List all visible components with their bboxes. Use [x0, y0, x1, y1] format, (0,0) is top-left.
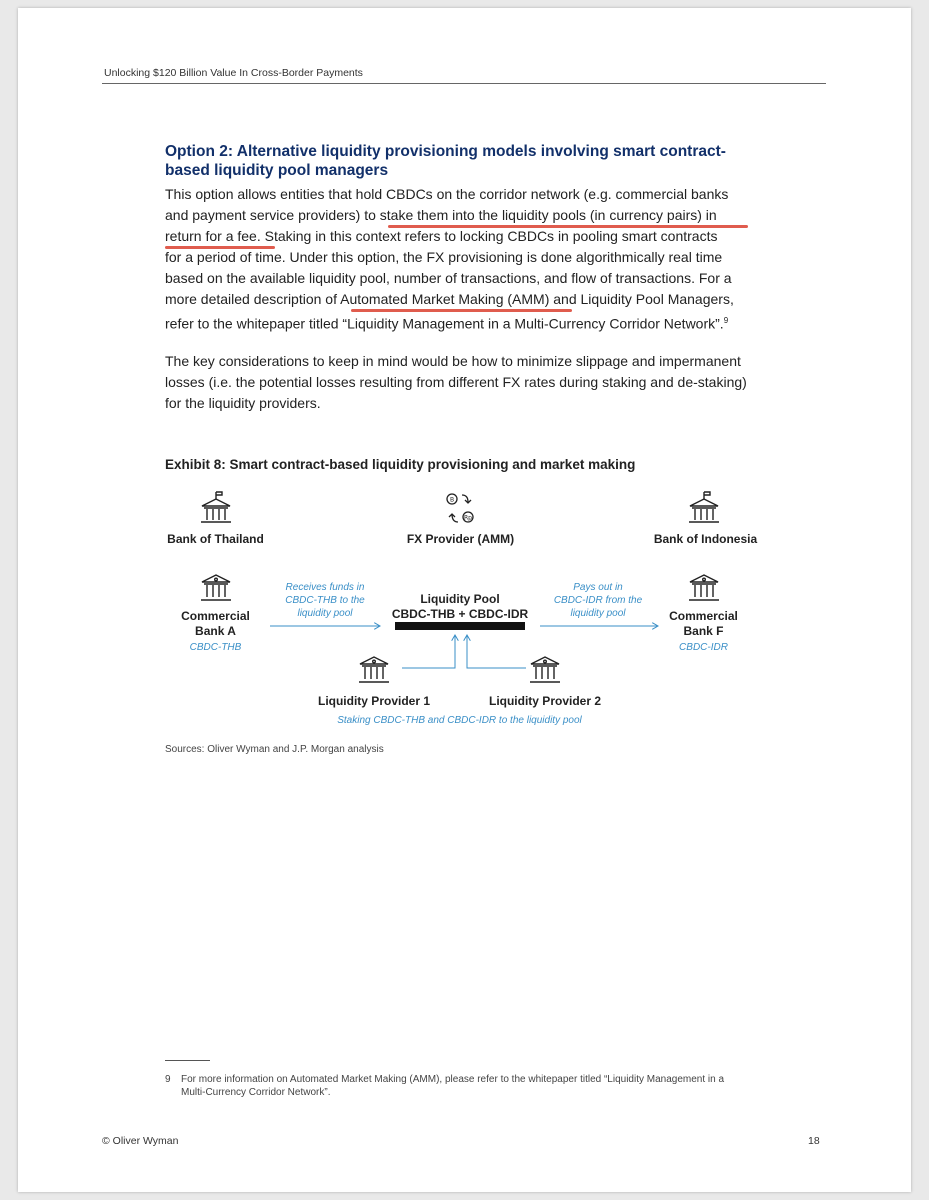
paragraph-line: more detailed description of Automated Market Making (AMM) and Liquidity Pool Managers,	[165, 291, 734, 307]
exhibit-title: Exhibit 8: Smart contract-based liquidity provisioning and market making	[165, 457, 636, 472]
svg-text:Rp: Rp	[464, 514, 472, 522]
commercial-bank-a-currency: CBDC-THB	[189, 642, 242, 653]
commercial-bank-a-line-1: Commercial	[181, 609, 250, 623]
liquidity-pool-line-1: Liquidity Pool	[420, 592, 500, 606]
note-line: Pays out in	[573, 582, 623, 593]
commercial-bank-a-label	[163, 609, 268, 639]
page-number: 18	[808, 1135, 820, 1147]
commercial-bank-f-label	[651, 609, 756, 639]
paragraph-line: This option allows entities that hold CBDCs on the corridor network (e.g. commercial banks	[165, 186, 729, 202]
commercial-bank-f-currency: CBDC-IDR	[679, 642, 728, 653]
bank-icon	[357, 654, 391, 686]
note-line: liquidity pool	[570, 608, 626, 619]
receives-funds-note	[270, 581, 380, 620]
fx-exchange-icon	[442, 491, 478, 527]
svg-text:B: B	[449, 496, 455, 504]
liquidity-pool-label	[380, 592, 540, 622]
paragraph-line: The key considerations to keep in mind would be how to minimize slippage and impermanent	[165, 353, 741, 369]
paragraph-line: return for a fee. Staking in this context refers to locking CBDCs in pooling smart contracts	[165, 228, 718, 244]
section-heading-line-1: Option 2: Alternative liquidity provisioning models involving smart contract-	[165, 143, 726, 160]
commercial-bank-a-line-2: Bank A	[195, 624, 236, 638]
arrow-lp2-to-pool	[467, 635, 526, 668]
document-page	[18, 8, 911, 1192]
liquidity-provider-1-label: Liquidity Provider 1	[317, 694, 431, 708]
pays-out-note	[543, 581, 653, 620]
paragraph-line: losses (i.e. the potential losses resulting from different FX rates during staking and de-staking)	[165, 374, 747, 390]
arrow-lp1-to-pool	[402, 635, 455, 668]
note-line: CBDC-IDR from the	[553, 595, 643, 606]
footnote-number: 9	[165, 1074, 171, 1085]
commercial-bank-f-line-2: Bank F	[683, 624, 724, 638]
central-bank-icon	[686, 490, 722, 526]
liquidity-pool-line-2: CBDC-THB + CBDC-IDR	[391, 607, 529, 621]
staking-note: Staking CBDC-THB and CBDC-IDR to the liquidity pool	[337, 715, 582, 726]
note-line: liquidity pool	[297, 608, 353, 619]
bank-icon	[199, 572, 233, 604]
paragraph-line: refer to the whitepaper titled “Liquidity Management in a Multi-Currency Corridor Network”.	[165, 315, 724, 332]
fx-provider-label: FX Provider (AMM)	[406, 532, 515, 546]
paragraph-line: for a period of time. Under this option, the FX provisioning is done algorithmically real time	[165, 249, 723, 265]
bank-of-indonesia-label: Bank of Indonesia	[653, 532, 758, 546]
running-header: Unlocking $120 Billion Value In Cross-Border Payments	[104, 67, 363, 79]
section-heading-line-2: based liquidity pool managers	[165, 162, 389, 179]
liquidity-provider-2-label: Liquidity Provider 2	[488, 694, 602, 708]
bank-of-thailand-label: Bank of Thailand	[167, 532, 264, 546]
footer-copyright: © Oliver Wyman	[102, 1135, 179, 1147]
footnote-divider	[165, 1060, 210, 1061]
paragraph-line: and payment service providers) to stake them into the liquidity pools (in currency pairs) in	[165, 207, 717, 223]
liquidity-pool-bar	[395, 622, 525, 630]
central-bank-icon	[198, 490, 234, 526]
footnote-text: For more information on Automated Market Making (AMM), please refer to the whitepaper titled “Liquidity Management in a Multi-Currency Corridor Network”.	[181, 1074, 725, 1098]
sources-note: Sources: Oliver Wyman and J.P. Morgan analysis	[165, 744, 384, 755]
bank-icon	[687, 572, 721, 604]
commercial-bank-f-line-1: Commercial	[669, 609, 738, 623]
footnote-reference: 9	[723, 316, 729, 325]
paragraph-line: based on the available liquidity pool, number of transactions, and flow of transactions. For a	[165, 270, 732, 286]
note-line: Receives funds in	[285, 582, 365, 593]
paragraph-line: for the liquidity providers.	[165, 395, 321, 411]
bank-icon	[528, 654, 562, 686]
note-line: CBDC-THB to the	[285, 595, 365, 606]
